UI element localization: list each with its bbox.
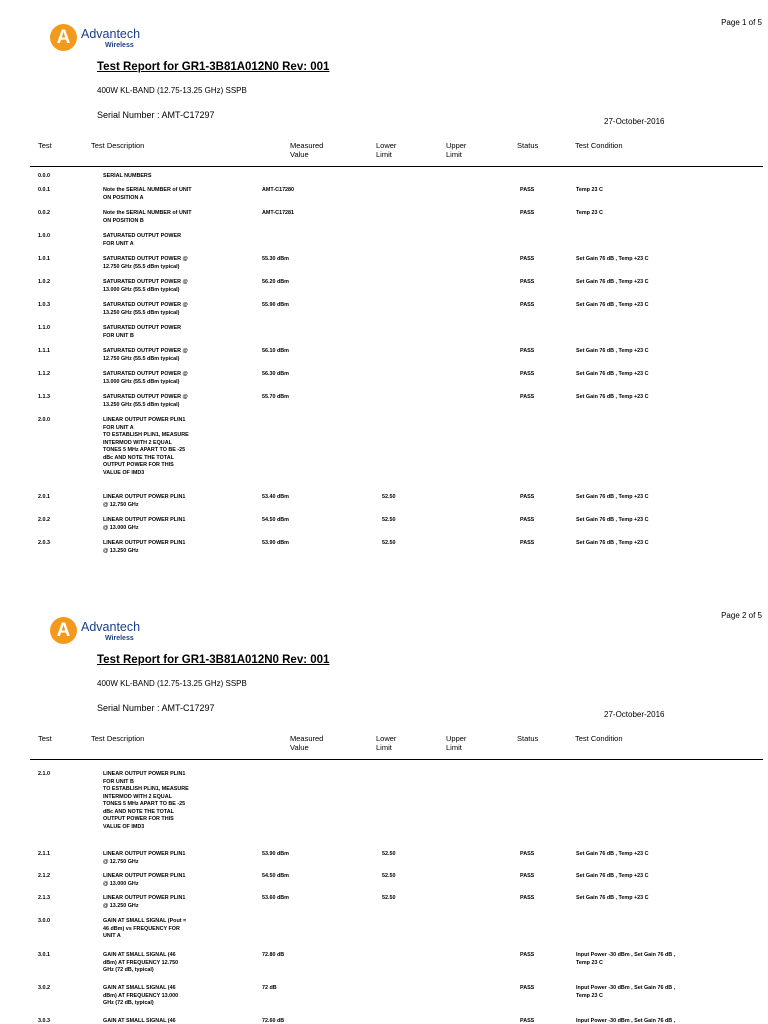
test-condition: Set Gain 76 dB , Temp +23 C — [576, 302, 649, 308]
logo-brand: Advantech — [81, 620, 141, 634]
test-id: 2.1.2 — [38, 873, 50, 879]
test-description: SATURATED OUTPUT POWER @ 13.250 GHz (55.5 dBm typical) — [103, 302, 188, 316]
measured-value: AMT-C17281 — [262, 210, 295, 216]
test-id: 2.1.3 — [38, 895, 50, 901]
test-id: 0.0.0 — [38, 173, 50, 179]
test-description: GAIN AT SMALL SIGNAL (46 dBm) AT FREQUENCY 12.750 GHz (72 dB, typical) — [103, 952, 179, 974]
status-cell: PASS — [520, 394, 535, 400]
test-condition: Set Gain 76 dB , Temp +23 C — [576, 348, 649, 354]
measured-value: 53.60 dBm — [262, 895, 289, 901]
measured-value: 56.30 dBm — [262, 371, 289, 377]
col-lower: Lower Limit — [376, 734, 397, 753]
report-page-2 — [0, 605, 768, 1024]
test-description: GAIN AT SMALL SIGNAL (46 — [103, 1018, 176, 1024]
test-description: Note the SERIAL NUMBER of UNIT ON POSITION B — [103, 210, 192, 224]
test-description: Note the SERIAL NUMBER of UNIT ON POSITION A — [103, 187, 192, 201]
test-condition: Input Power -30 dBm , Set Gain 76 dB , — [576, 1018, 676, 1024]
status-cell: PASS — [520, 371, 535, 377]
test-description: SERIAL NUMBERS — [103, 173, 152, 179]
report-date: 27-October-2016 — [604, 710, 665, 719]
col-upper: Upper Limit — [446, 141, 467, 160]
test-description: LINEAR OUTPUT POWER PLIN1 @ 12.750 GHz — [103, 494, 186, 508]
test-condition: Temp 23 C — [576, 187, 603, 193]
status-cell: PASS — [520, 540, 535, 546]
col-description: Test Description — [91, 734, 145, 743]
lower-limit: 52.50 — [382, 851, 396, 857]
test-id: 2.1.1 — [38, 851, 50, 857]
test-id: 2.1.0 — [38, 771, 50, 777]
test-id: 1.1.1 — [38, 348, 50, 354]
status-cell: PASS — [520, 494, 535, 500]
test-description: GAIN AT SMALL SIGNAL (46 dBm) AT FREQUENCY 13.000 GHz (72 dB, typical) — [103, 985, 179, 1007]
company-logo — [50, 617, 140, 644]
page-number: Page 2 of 5 — [721, 611, 762, 620]
lower-limit: 52.50 — [382, 873, 396, 879]
test-id: 3.0.2 — [38, 985, 50, 991]
test-description: LINEAR OUTPUT POWER PLIN1 FOR UNIT A TO ESTABLISH PLIN1, MEASURE INTERMOD WITH 2 EQUAL TONES 5 MHz APART TO BE -25 dBc AND NOTE THE TOTAL OUTPUT POWER FOR THIS VALUE OF IMD3 — [103, 417, 189, 476]
col-status: Status — [517, 734, 539, 743]
test-condition: Set Gain 76 dB , Temp +23 C — [576, 279, 649, 285]
report-subtitle: 400W KL-BAND (12.75-13.25 GHz) SSPB — [97, 86, 247, 95]
test-id: 1.0.2 — [38, 279, 50, 285]
company-logo — [50, 24, 140, 51]
test-id: 1.1.3 — [38, 394, 50, 400]
status-cell: PASS — [520, 256, 535, 262]
status-cell: PASS — [520, 1018, 535, 1024]
measured-value: AMT-C17280 — [262, 187, 295, 193]
header-rule — [30, 759, 763, 760]
measured-value: 56.20 dBm — [262, 279, 289, 285]
lower-limit: 52.50 — [382, 895, 396, 901]
test-id: 1.1.0 — [38, 325, 50, 331]
measured-value: 72.80 dB — [262, 952, 285, 958]
advantech-logo-icon: A — [50, 24, 77, 51]
status-cell: PASS — [520, 279, 535, 285]
logo-brand: Advantech — [81, 27, 141, 41]
measured-value: 54.50 dBm — [262, 517, 289, 523]
report-date: 27-October-2016 — [604, 117, 665, 126]
status-cell: PASS — [520, 348, 535, 354]
measured-value: 56.10 dBm — [262, 348, 289, 354]
test-condition: Input Power -30 dBm , Set Gain 76 dB , Temp 23 C — [576, 985, 676, 999]
test-id: 3.0.3 — [38, 1018, 50, 1024]
test-condition: Input Power -30 dBm , Set Gain 76 dB , Temp 23 C — [576, 952, 676, 966]
col-test: Test — [38, 141, 52, 150]
report-title: Test Report for GR1-3B81A012N0 Rev: 001 — [97, 654, 330, 666]
test-description: LINEAR OUTPUT POWER PLIN1 @ 13.250 GHz — [103, 540, 186, 554]
test-id: 3.0.0 — [38, 918, 50, 924]
test-id: 2.0.0 — [38, 417, 50, 423]
logo-sub: Wireless — [105, 635, 134, 642]
status-cell: PASS — [520, 985, 535, 991]
report-title: Test Report for GR1-3B81A012N0 Rev: 001 — [97, 61, 330, 73]
test-id: 0.0.1 — [38, 187, 50, 193]
col-description: Test Description — [91, 141, 145, 150]
serial-number: Serial Number : AMT-C17297 — [97, 703, 215, 713]
test-id: 1.0.1 — [38, 256, 50, 262]
test-id: 3.0.1 — [38, 952, 50, 958]
logo-sub: Wireless — [105, 42, 134, 49]
measured-value: 54.50 dBm — [262, 873, 289, 879]
advantech-logo-icon: A — [50, 617, 77, 644]
status-cell: PASS — [520, 187, 535, 193]
test-id: 2.0.3 — [38, 540, 50, 546]
test-condition: Set Gain 76 dB , Temp +23 C — [576, 371, 649, 377]
report-subtitle: 400W KL-BAND (12.75-13.25 GHz) SSPB — [97, 679, 247, 688]
test-condition: Temp 23 C — [576, 210, 603, 216]
col-measured: Measured Value — [290, 141, 324, 160]
test-id: 0.0.2 — [38, 210, 50, 216]
serial-number: Serial Number : AMT-C17297 — [97, 110, 215, 120]
measured-value: 53.90 dBm — [262, 540, 289, 546]
status-cell: PASS — [520, 302, 535, 308]
measured-value: 55.90 dBm — [262, 302, 289, 308]
test-description: LINEAR OUTPUT POWER PLIN1 @ 13.000 GHz — [103, 517, 186, 531]
test-condition: Set Gain 76 dB , Temp +23 C — [576, 494, 649, 500]
status-cell: PASS — [520, 851, 535, 857]
col-test: Test — [38, 734, 52, 743]
measured-value: 53.40 dBm — [262, 494, 289, 500]
test-id: 1.1.2 — [38, 371, 50, 377]
test-description: SATURATED OUTPUT POWER @ 13.250 GHz (55.5 dBm typical) — [103, 394, 188, 408]
lower-limit: 52.50 — [382, 494, 396, 500]
page-number: Page 1 of 5 — [721, 18, 762, 27]
test-description: SATURATED OUTPUT POWER @ 13.000 GHz (55.5 dBm typical) — [103, 371, 188, 385]
test-condition: Set Gain 76 dB , Temp +23 C — [576, 540, 649, 546]
col-upper: Upper Limit — [446, 734, 467, 753]
col-condition: Test Condition — [575, 734, 623, 743]
test-id: 1.0.3 — [38, 302, 50, 308]
test-condition: Set Gain 76 dB , Temp +23 C — [576, 873, 649, 879]
col-lower: Lower Limit — [376, 141, 397, 160]
measured-value: 72.60 dB — [262, 1018, 285, 1024]
test-id: 1.0.0 — [38, 233, 50, 239]
col-condition: Test Condition — [575, 141, 623, 150]
status-cell: PASS — [520, 952, 535, 958]
lower-limit: 52.50 — [382, 540, 396, 546]
test-id: 2.0.1 — [38, 494, 50, 500]
test-condition: Set Gain 76 dB , Temp +23 C — [576, 394, 649, 400]
test-description: SATURATED OUTPUT POWER FOR UNIT B — [103, 325, 181, 339]
test-condition: Set Gain 76 dB , Temp +23 C — [576, 517, 649, 523]
test-description: LINEAR OUTPUT POWER PLIN1 @ 13.000 GHz — [103, 873, 186, 887]
measured-value: 55.30 dBm — [262, 256, 289, 262]
col-status: Status — [517, 141, 539, 150]
col-measured: Measured Value — [290, 734, 324, 753]
test-condition: Set Gain 76 dB , Temp +23 C — [576, 851, 649, 857]
test-description: LINEAR OUTPUT POWER PLIN1 FOR UNIT B TO ESTABLISH PLIN1, MEASURE INTERMOD WITH 2 EQUAL TONES 5 MHz APART TO BE -25 dBc AND NOTE THE TOTAL OUTPUT POWER FOR THIS VALUE OF IMD3 — [103, 771, 189, 830]
test-description: LINEAR OUTPUT POWER PLIN1 @ 13.250 GHz — [103, 895, 186, 909]
test-description: LINEAR OUTPUT POWER PLIN1 @ 12.750 GHz — [103, 851, 186, 865]
test-description: SATURATED OUTPUT POWER @ 12.750 GHz (55.5 dBm typical) — [103, 256, 188, 270]
test-description: SATURATED OUTPUT POWER @ 12.750 GHz (55.5 dBm typical) — [103, 348, 188, 362]
header-rule — [30, 166, 763, 167]
test-description: GAIN AT SMALL SIGNAL (Pout = 46 dBm) vs FREQUENCY FOR UNIT A — [103, 918, 187, 940]
status-cell: PASS — [520, 873, 535, 879]
test-condition: Set Gain 76 dB , Temp +23 C — [576, 895, 649, 901]
measured-value: 53.90 dBm — [262, 851, 289, 857]
measured-value: 55.70 dBm — [262, 394, 289, 400]
test-description: SATURATED OUTPUT POWER @ 13.000 GHz (55.5 dBm typical) — [103, 279, 188, 293]
status-cell: PASS — [520, 895, 535, 901]
measured-value: 72 dB — [262, 985, 277, 991]
status-cell: PASS — [520, 517, 535, 523]
lower-limit: 52.50 — [382, 517, 396, 523]
test-id: 2.0.2 — [38, 517, 50, 523]
status-cell: PASS — [520, 210, 535, 216]
test-description: SATURATED OUTPUT POWER FOR UNIT A — [103, 233, 181, 247]
test-condition: Set Gain 76 dB , Temp +23 C — [576, 256, 649, 262]
